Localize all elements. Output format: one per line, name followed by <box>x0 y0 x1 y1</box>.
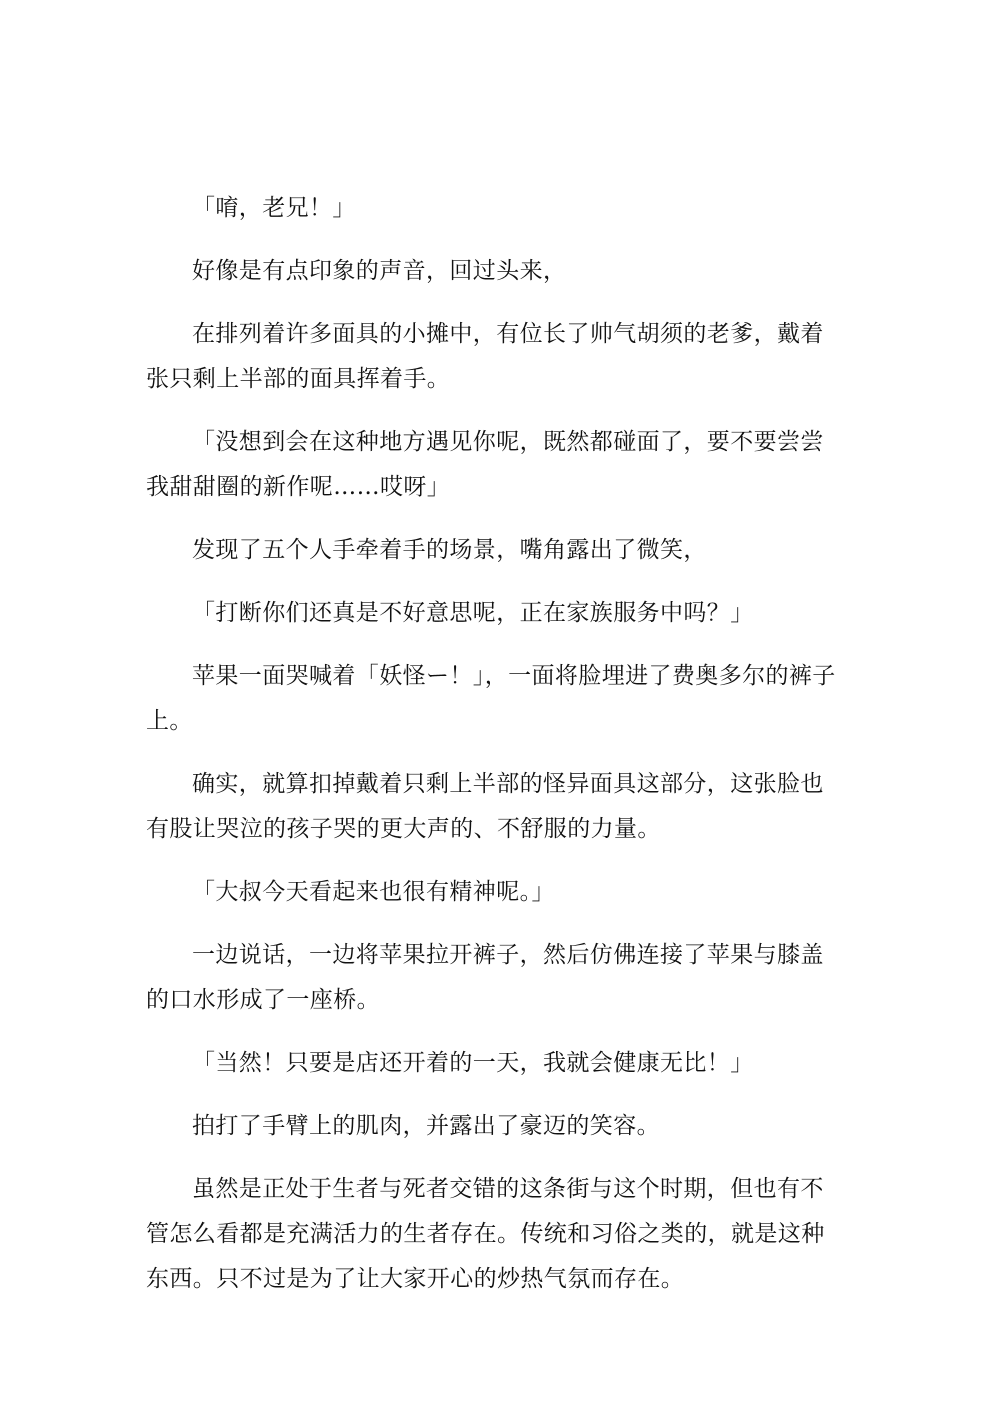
paragraph: 「大叔今天看起来也很有精神呢。」 <box>192 879 555 905</box>
paragraph: 在排列着许多面具的小摊中，有位长了帅气胡须的老爹，戴着张只剩上半部的面具挥着手。 <box>146 321 824 392</box>
paragraph: 好像是有点印象的声音，回过头来， <box>192 258 567 284</box>
paragraph: 「当然！只要是店还开着的一天，我就会健康无比！」 <box>192 1050 754 1076</box>
paragraph: 「打断你们还真是不好意思呢，正在家族服务中吗？」 <box>192 600 754 626</box>
paragraph: 苹果一面哭喊着「妖怪ー！」，一面将脸埋进了费奥多尔的裤子上。 <box>146 663 836 734</box>
body-text <box>146 186 846 1320</box>
paragraph: 发现了五个人手牵着手的场景，嘴角露出了微笑， <box>192 537 707 563</box>
paragraph: 「没想到会在这种地方遇见你呢，既然都碰面了，要不要尝尝我甜甜圈的新作呢……哎呀」 <box>146 429 824 500</box>
paragraph: 「唷，老兄！」 <box>192 195 356 221</box>
paragraph: 确实，就算扣掉戴着只剩上半部的怪异面具这部分，这张脸也有股让哭泣的孩子哭的更大声的、不舒服的力量。 <box>146 771 824 842</box>
paragraph: 虽然是正处于生者与死者交错的这条街与这个时期，但也有不管怎么看都是充满活力的生者存在。传统和习俗之类的，就是这种东西。只不过是为了让大家开心的炒热气氛而存在。 <box>146 1176 825 1292</box>
paragraph: 一边说话，一边将苹果拉开裤子，然后仿佛连接了苹果与膝盖的口水形成了一座桥。 <box>146 942 824 1013</box>
paragraph: 拍打了手臂上的肌肉，并露出了豪迈的笑容。 <box>192 1113 660 1139</box>
